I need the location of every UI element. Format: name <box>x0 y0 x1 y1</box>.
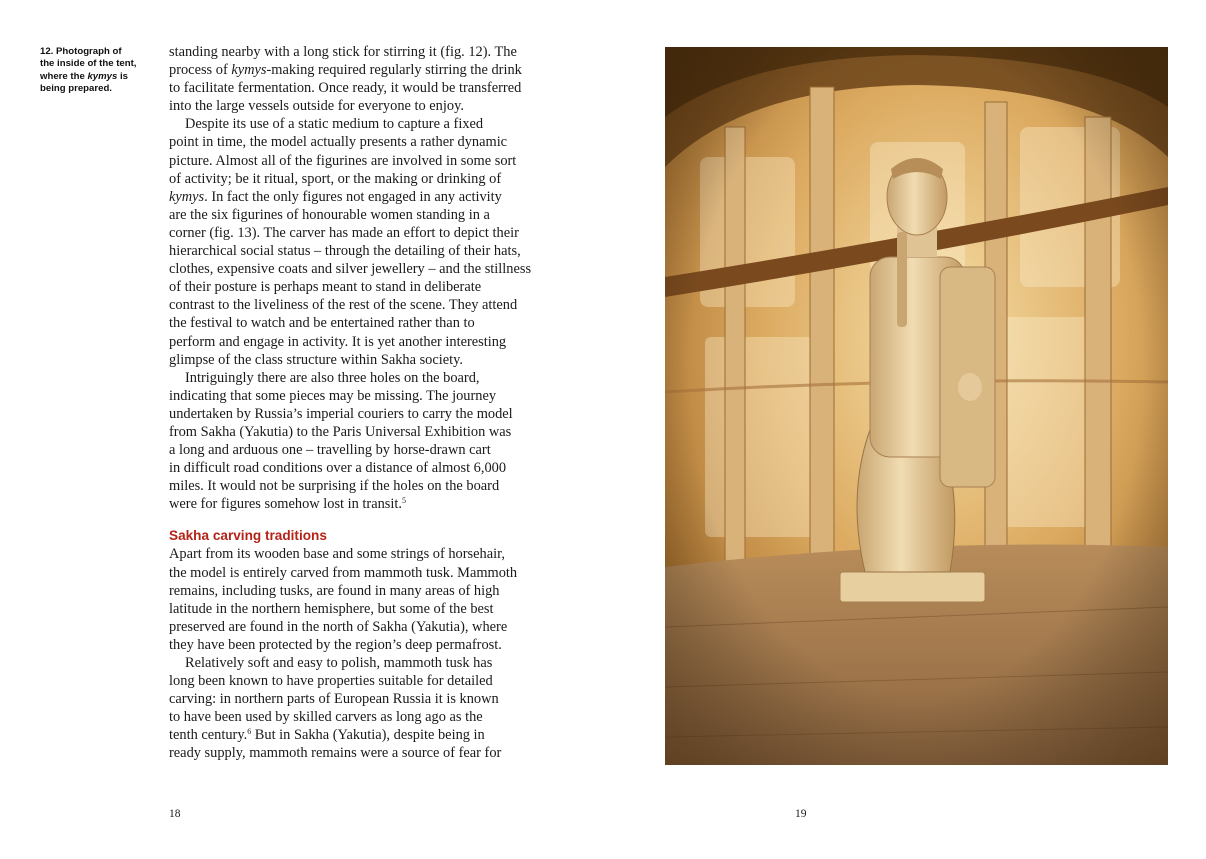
body-line: to facilitate fermentation. Once ready, it would be transferred <box>169 80 522 97</box>
caption-line: where the kymys is <box>40 70 129 82</box>
body-line: Relatively soft and easy to polish, mammoth tusk has <box>185 655 493 671</box>
body-line: they have been protected by the region’s deep permafrost. <box>169 636 502 653</box>
figure-caption <box>40 46 148 96</box>
body-line: Despite its use of a static medium to capture a fixed <box>185 116 484 133</box>
page-number-right: 19 <box>795 808 807 820</box>
body-line: ready supply, mammoth remains were a source of fear for <box>169 745 502 762</box>
italic-term: kymys <box>231 62 267 79</box>
caption-number: 12. <box>40 46 54 57</box>
body-line: Apart from its wooden base and some strings of horsehair, <box>169 546 505 563</box>
body-line: hierarchical social status – through the detailing of their hats, <box>169 243 521 260</box>
photo-illustration <box>665 47 1168 765</box>
body-line: a long and arduous one – travelling by horse-drawn cart <box>169 442 491 459</box>
body-line: from Sakha (Yakutia) to the Paris Universal Exhibition was <box>169 423 512 440</box>
section-heading: Sakha carving traditions <box>169 528 327 544</box>
body-line: indicating that some pieces may be missing. The journey <box>169 387 497 404</box>
body-line: undertaken by Russia’s imperial couriers to carry the model <box>169 405 513 422</box>
body-line: glimpse of the class structure within Sakha society. <box>169 351 464 368</box>
body-line: Intriguingly there are also three holes on the board, <box>185 369 480 386</box>
caption-line: being prepared. <box>40 83 112 95</box>
body-line: long been known to have properties suitable for detailed <box>169 673 493 690</box>
body-line: carving: in northern parts of European Russia it is known <box>169 691 499 708</box>
page-number-left: 18 <box>169 808 181 820</box>
body-text-column <box>169 43 559 763</box>
body-line: the model is entirely carved from mammoth tusk. Mammoth <box>169 564 518 581</box>
footnote-ref: 6 <box>247 727 252 737</box>
body-line: contrast to the liveliness of the rest of the scene. They attend <box>169 297 518 314</box>
body-line: were for figures somehow lost in transit.$^5$ <box>169 496 406 513</box>
body-line: clothes, expensive coats and silver jewellery – and the stillness <box>169 261 532 278</box>
body-line: into the large vessels outside for everyone to enjoy. <box>169 98 464 115</box>
body-line: preserved are found in the north of Sakha (Yakutia), where <box>169 618 508 635</box>
body-line: process of kymys-making required regularly stirring the drink <box>169 62 522 79</box>
body-line: miles. It would not be surprising if the holes on the board <box>169 478 500 495</box>
body-line: point in time, the model actually presents a rather dynamic <box>169 134 508 151</box>
caption-line: the inside of the tent, <box>40 58 137 70</box>
footnote-ref: 5 <box>402 496 406 506</box>
body-line: kymys. In fact the only figures not engaged in any activity <box>169 188 502 205</box>
body-line: standing nearby with a long stick for stirring it (fig. 12). The <box>169 44 517 60</box>
caption-line: 12. Photograph of <box>40 46 122 57</box>
body-line: perform and engage in activity. It is yet another interesting <box>169 333 507 350</box>
body-line: are the six figurines of honourable women standing in a <box>169 206 490 223</box>
body-line: corner (fig. 13). The carver has made an effort to depict their <box>169 224 519 241</box>
body-line: remains, including tusks, are found in many areas of high <box>169 582 500 599</box>
body-line: of their posture is perhaps meant to stand in deliberate <box>169 279 482 296</box>
body-line: to have been used by skilled carvers as long ago as the <box>169 709 483 726</box>
body-line: in difficult road conditions over a distance of almost 6,000 <box>169 460 507 477</box>
italic-term: kymys <box>169 188 205 205</box>
body-line: the festival to watch and be entertained rather than to <box>169 315 475 332</box>
caption-italic-term: kymys <box>87 70 118 82</box>
body-line: of activity; be it ritual, sport, or the making or drinking of <box>169 170 502 187</box>
body-line: tenth century.$^6$ But in Sakha (Yakutia), despite being in <box>169 727 485 744</box>
body-line: latitude in the northern hemisphere, but some of the best <box>169 600 494 617</box>
figure-photo-tent-interior <box>665 47 1168 765</box>
body-line: picture. Almost all of the figurines are involved in some sort <box>169 152 517 169</box>
